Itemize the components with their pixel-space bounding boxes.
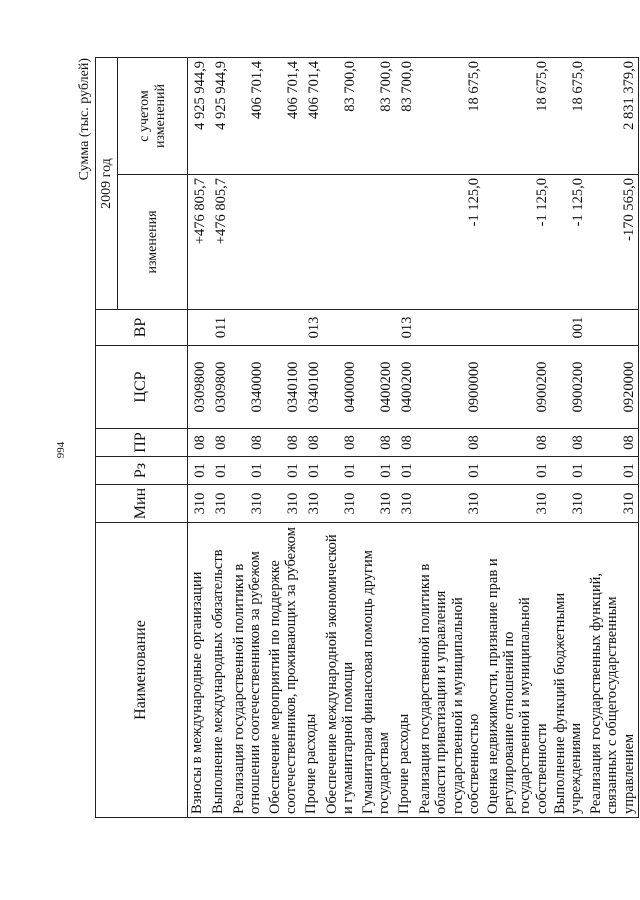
row-rz: 01 [209, 457, 230, 485]
row-pr: 08 [416, 429, 484, 457]
budget-table [95, 57, 639, 818]
row-min: 310 [230, 485, 266, 523]
row-vr [587, 310, 639, 346]
row-pr: 08 [302, 429, 323, 457]
table-row [266, 58, 302, 818]
row-csr: 0309800 [209, 346, 230, 429]
row-change [359, 175, 395, 310]
row-rz: 01 [230, 457, 266, 485]
row-vr: 001 [551, 310, 587, 346]
budget-sheet [77, 58, 637, 818]
row-csr: 0400000 [323, 346, 359, 429]
row-name: Реализация государственной политики в области приватизации и управления государственной и муниципальной собственностью [416, 523, 484, 818]
row-min: 310 [323, 485, 359, 523]
row-change: -1 125,0 [551, 175, 587, 310]
row-rz: 01 [395, 457, 416, 485]
row-change: -170 565,0 [587, 175, 639, 310]
row-total: 406 701,4 [266, 58, 302, 175]
table-row [323, 58, 359, 818]
row-csr: 0340100 [266, 346, 302, 429]
row-name: Оценка недвижимости, признание прав и регулирование отношений по государственной и муниципальной собственности [484, 523, 552, 818]
row-min: 310 [416, 485, 484, 523]
row-total: 2 831 379,0 [587, 58, 639, 175]
row-rz: 01 [587, 457, 639, 485]
table-row [416, 58, 484, 818]
row-pr: 08 [551, 429, 587, 457]
table-row [484, 58, 552, 818]
row-change: -1 125,0 [416, 175, 484, 310]
page-number: 994 [55, 441, 67, 459]
header-with-changes: с учетом изменений [118, 58, 188, 175]
row-name: Выполнение функций бюджетными учреждениями [551, 523, 587, 818]
row-name: Гуманитарная финансовая помощь другим государствам [359, 523, 395, 818]
table-row [302, 58, 323, 818]
row-pr: 08 [230, 429, 266, 457]
row-pr: 08 [395, 429, 416, 457]
row-rz: 01 [551, 457, 587, 485]
row-vr: 011 [209, 310, 230, 346]
row-name: Обеспечение международной экономической и гуманитарной помощи [323, 523, 359, 818]
row-vr [266, 310, 302, 346]
row-pr: 08 [188, 429, 210, 457]
row-pr: 08 [587, 429, 639, 457]
row-name: Реализация государственной политики в отношении соотечественников за рубежом [230, 523, 266, 818]
table-row [188, 58, 210, 818]
row-change: +476 805,7 [209, 175, 230, 310]
row-vr: 013 [395, 310, 416, 346]
row-vr [416, 310, 484, 346]
header-year: 2009 год [96, 58, 118, 310]
row-csr: 0920000 [587, 346, 639, 429]
unit-caption: Сумма (тыс. рублей) [77, 58, 92, 181]
row-change [266, 175, 302, 310]
row-rz: 01 [266, 457, 302, 485]
row-min: 310 [266, 485, 302, 523]
row-csr: 0309800 [188, 346, 210, 429]
table-row [587, 58, 639, 818]
row-total: 83 700,0 [395, 58, 416, 175]
table-row [209, 58, 230, 818]
table-row [359, 58, 395, 818]
row-min: 310 [484, 485, 552, 523]
row-rz: 01 [359, 457, 395, 485]
row-pr: 08 [323, 429, 359, 457]
row-total: 4 925 944,9 [209, 58, 230, 175]
row-rz: 01 [416, 457, 484, 485]
table-row [395, 58, 416, 818]
row-change: -1 125,0 [484, 175, 552, 310]
row-rz: 01 [323, 457, 359, 485]
header-name: Наименование [96, 523, 188, 818]
row-min: 310 [587, 485, 639, 523]
row-pr: 08 [359, 429, 395, 457]
header-rz: Рз [96, 457, 188, 485]
row-csr: 0900000 [416, 346, 484, 429]
header-min: Мин [96, 485, 188, 523]
table-row [551, 58, 587, 818]
row-min: 310 [302, 485, 323, 523]
row-csr: 0340000 [230, 346, 266, 429]
row-pr: 08 [209, 429, 230, 457]
row-name: Обеспечение мероприятий по поддержке соотечественников, проживающих за рубежом [266, 523, 302, 818]
row-min: 310 [188, 485, 210, 523]
row-change [230, 175, 266, 310]
row-min: 310 [551, 485, 587, 523]
row-pr: 08 [266, 429, 302, 457]
row-total: 406 701,4 [302, 58, 323, 175]
row-vr [359, 310, 395, 346]
row-name: Прочие расходы [302, 523, 323, 818]
header-vr: ВР [96, 310, 188, 346]
row-min: 310 [395, 485, 416, 523]
row-total: 4 925 944,9 [188, 58, 210, 175]
row-total: 83 700,0 [359, 58, 395, 175]
row-change: +476 805,7 [188, 175, 210, 310]
row-change [302, 175, 323, 310]
row-csr: 0400200 [359, 346, 395, 429]
row-rz: 01 [302, 457, 323, 485]
row-min: 310 [209, 485, 230, 523]
row-vr [188, 310, 210, 346]
row-csr: 0400200 [395, 346, 416, 429]
row-rz: 01 [188, 457, 210, 485]
row-total: 18 675,0 [484, 58, 552, 175]
row-pr: 08 [484, 429, 552, 457]
row-csr: 0900200 [551, 346, 587, 429]
header-pr: ПР [96, 429, 188, 457]
row-csr: 0340100 [302, 346, 323, 429]
header-csr: ЦСР [96, 346, 188, 429]
row-total: 18 675,0 [416, 58, 484, 175]
table-row [230, 58, 266, 818]
row-rz: 01 [484, 457, 552, 485]
header-change: изменения [118, 175, 188, 310]
row-total: 18 675,0 [551, 58, 587, 175]
row-name: Взносы в международные организации [188, 523, 210, 818]
row-name: Прочие расходы [395, 523, 416, 818]
row-vr [484, 310, 552, 346]
row-name: Реализация государственных функций, связанных с общегосударственным управлением [587, 523, 639, 818]
row-change [323, 175, 359, 310]
row-name: Выполнение международных обязательств [209, 523, 230, 818]
row-total: 83 700,0 [323, 58, 359, 175]
row-csr: 0900200 [484, 346, 552, 429]
row-change [395, 175, 416, 310]
row-vr: 013 [302, 310, 323, 346]
row-min: 310 [359, 485, 395, 523]
row-total: 406 701,4 [230, 58, 266, 175]
row-vr [323, 310, 359, 346]
row-vr [230, 310, 266, 346]
